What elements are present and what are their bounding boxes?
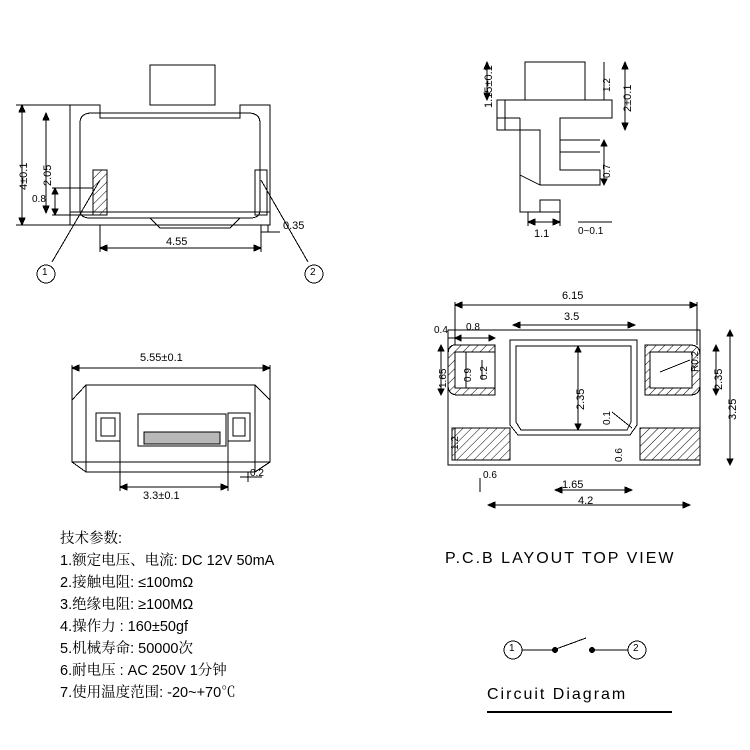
dim-pcb-bot-width: 4.2 — [578, 495, 594, 507]
callout-1-front: 1 — [42, 267, 48, 278]
dim-pcb-edge: 0.4 — [434, 325, 448, 336]
spec-line-7: 7.使用温度范围: -20~+70℃ — [60, 685, 236, 701]
dim-pcb-radius: R0.2 — [690, 350, 701, 372]
spec-line-5: 5.机械寿命: 50000次 — [60, 641, 193, 657]
dim-side-tol: 0~0.1 — [578, 226, 604, 237]
spec-line-1: 1.额定电压、电流: DC 12V 50mA — [60, 553, 275, 569]
dim-pcb-inner-width: 3.5 — [564, 311, 580, 323]
dim-pcb-bot-left: 0.6 — [483, 470, 497, 481]
dim-front-pin-height: 0.8 — [32, 194, 46, 205]
dim-pcb-left-h3: 0.2 — [479, 366, 490, 380]
circuit-terminal-2-label: 2 — [633, 643, 639, 654]
dim-bottom-pad: 0.2 — [250, 468, 264, 479]
callout-2-front: 2 — [310, 267, 316, 278]
dim-side-top-right: 1.2 — [602, 78, 613, 92]
dim-pcb-small: 0.1 — [602, 411, 613, 425]
dim-side-height: 1.15±0.1 — [483, 65, 495, 108]
spec-line-6: 6.耐电压 : AC 250V 1分钟 — [60, 663, 227, 679]
circuit-terminal-1-label: 1 — [509, 643, 515, 654]
dim-bottom-width: 5.55±0.1 — [140, 352, 183, 364]
dim-side-bottom: 1.1 — [534, 228, 550, 240]
circuit-diagram-title: Circuit Diagram — [487, 686, 628, 703]
dim-side-right: 2±0.1 — [622, 84, 634, 112]
dim-bottom-inner: 3.3±0.1 — [143, 490, 180, 502]
spec-line-4: 4.操作力 : 160±50gf — [60, 619, 189, 635]
dim-side-mid: 0.7 — [602, 164, 613, 178]
bottom-body — [72, 385, 270, 472]
specifications-block — [60, 528, 274, 704]
front-plunger — [150, 65, 215, 105]
dim-pcb-left-h: 1.65 — [438, 368, 449, 388]
dim-front-pin-gap: 0.35 — [283, 220, 305, 232]
side-body — [497, 100, 612, 185]
dim-pcb-overall-width: 6.15 — [562, 290, 584, 302]
dim-pcb-bot-mid: 1.65 — [562, 479, 584, 491]
spec-line-3: 3.绝缘电阻: ≥100MΩ — [60, 597, 194, 613]
dim-pcb-left-b: 1.2 — [450, 436, 461, 450]
dim-front-pin-span: 4.55 — [166, 236, 188, 248]
pcb-component-outline — [510, 340, 637, 435]
dim-pcb-pad-width: 0.8 — [466, 322, 480, 333]
dim-pcb-center-h: 2.35 — [575, 388, 587, 410]
pcb-pad-right-bottom — [640, 428, 700, 460]
dim-front-height-total: 4±0.1 — [18, 162, 30, 190]
side-terminal — [540, 200, 560, 212]
front-terminal-right — [255, 170, 267, 215]
spec-line-2: 2.接触电阻: ≤100mΩ — [60, 575, 194, 591]
side-plunger — [525, 62, 585, 100]
pcb-layout-title: P.C.B LAYOUT TOP VIEW — [445, 550, 676, 567]
front-terminal-left — [93, 170, 107, 215]
dim-front-body-height: 2.05 — [42, 164, 54, 186]
dim-pcb-right-h2: 3.25 — [727, 398, 739, 420]
bottom-center-bar — [144, 432, 220, 444]
bottom-pad-left — [96, 413, 120, 441]
dim-pcb-small2: 0.6 — [614, 448, 625, 462]
bottom-pad-right — [228, 413, 250, 441]
spec-title: 技术参数: — [60, 531, 123, 547]
dim-pcb-right-h: 2.35 — [713, 368, 725, 390]
dim-pcb-left-h2: 0.9 — [463, 368, 474, 382]
